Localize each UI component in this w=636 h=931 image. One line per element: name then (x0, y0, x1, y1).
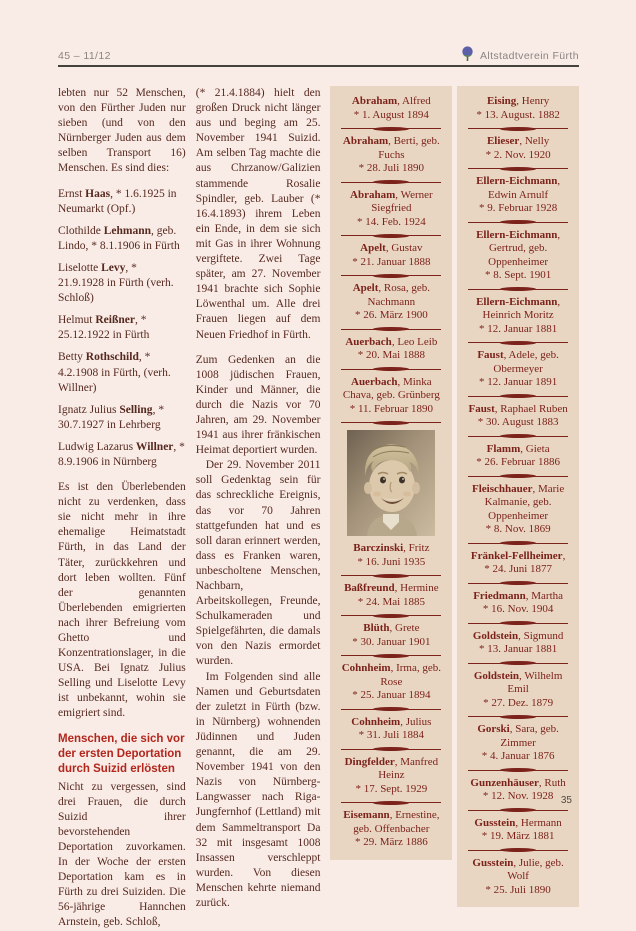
entry-divider (341, 573, 441, 578)
entry-birthdate: * 27. Dez. 1879 (483, 696, 554, 709)
divider-lens (373, 367, 409, 371)
entry-birthdate: * 12. Nov. 1928 (482, 790, 554, 802)
name-entry (463, 550, 573, 577)
name-entry (463, 135, 573, 162)
entry-name: Goldstein, Sigmund (472, 629, 564, 642)
entry-name: Cohnheim, Julius (351, 715, 432, 728)
name-entry (463, 349, 573, 390)
survivor-item: Betty Rothschild, * 4.2.1908 in Fürth, (verh. Willner) (58, 351, 171, 394)
entry-birthdate: * 19. März 1881 (481, 830, 555, 842)
divider-lens (373, 327, 409, 331)
divider-lens (373, 180, 409, 184)
name-entry (336, 542, 446, 569)
entry-birthdate: * 29. März 1886 (354, 836, 428, 848)
entry-name: Abraham, Alfred (351, 95, 431, 107)
entry-birthdate: * 1. August 1894 (353, 108, 429, 121)
entry-birthdate: * 24. Juni 1877 (484, 563, 553, 575)
name-entry (336, 242, 446, 269)
page-content (58, 86, 579, 931)
tree-icon (461, 46, 474, 62)
entry-name: Elieser, Nelly (486, 135, 550, 147)
entry-name: Gorski, Sara, geb. Zimmer (477, 723, 559, 749)
entry-birthdate: * 30. August 1883 (477, 416, 559, 428)
column2-paragraph: Im Folgenden sind alle Namen und Geburtsdaten der zuletzt in Fürth (bzw. in Nürnberg) wohnenden Jüdinnen und Juden genannt, die am 29. November 1941 von den Nazis von Nürnberg-Langwasser nach Riga-Jungfernhof (Lettland) mit dem Sammeltransport Da 32 mit insgesamt 1008 Insassen verschleppt wurden. Von diesen Menschen kehrte niemand zurück. (195, 670, 321, 909)
entry-divider (468, 621, 568, 626)
name-entry (336, 716, 446, 743)
entry-divider (468, 768, 568, 773)
entry-divider (468, 287, 568, 292)
name-entry (336, 376, 446, 417)
entry-name: Fleischhauer, Marie Kalmanie, geb. Oppenheimer (471, 482, 565, 522)
divider-lens (500, 220, 536, 224)
divider-lens (373, 127, 409, 131)
name-entry (463, 670, 573, 711)
divider-lens (373, 614, 409, 618)
entry-divider (468, 166, 568, 171)
name-entry (336, 622, 446, 649)
entry-divider (468, 340, 568, 345)
survivor-item: Ernst Haas, * 1.6.1925 in Neumarkt (Opf.) (58, 187, 177, 215)
entry-name: Goldstein, Wilhelm Emil (473, 669, 563, 695)
entry-divider (468, 581, 568, 586)
entry-birthdate: * 25. Januar 1894 (352, 689, 431, 701)
divider-lens (500, 287, 536, 291)
entry-birthdate: * 31. Juli 1884 (358, 729, 425, 741)
divider-lens (500, 715, 536, 719)
name-entry (463, 296, 573, 337)
entry-birthdate: * 12. Januar 1891 (479, 376, 558, 388)
name-entry (463, 403, 573, 430)
entry-birthdate: * 28. Juli 1890 (358, 162, 425, 174)
name-entry (463, 229, 573, 283)
entry-divider (341, 707, 441, 712)
entry-divider (468, 474, 568, 479)
intro-paragraph: lebten nur 52 Menschen, von den Fürther Juden nur sieben (und von den Nürnberger Juden aus dem selben Transport 16) Menschen. Es sind dies: (58, 87, 186, 175)
entry-birthdate: * 30. Januar 1901 (352, 635, 431, 648)
entry-name: Gunzenhäuser, Ruth (470, 776, 566, 789)
entry-name: Ellern-Eichmann, Gertrud, geb. Oppenheimer (476, 228, 561, 268)
entry-divider (341, 613, 441, 618)
divider-lens (500, 768, 536, 772)
entry-divider (468, 220, 568, 225)
survivor-item: Helmut Reißner, * 25.12.1922 in Fürth (58, 314, 150, 342)
brand-label: Altstadtverein Fürth (479, 50, 579, 62)
column2-paragraph: (* 21.4.1884) hielt den großen Druck nicht länger aus und beging am 25. November 1941 Suizid. Am selben Tag machte die aus Chrzanow/Galizien stammende Rosalie Spindler, geb. Lauber (* 16.4.1893) ihrem Leben ein Ende, in dem sie sich mit Gas in ihrer Wohnung vergiftete. Zwei Tage später, am 27. November 1941 brachte sich Sophie Löwenthal um. Alle drei Frauen liegen auf dem Neuen Friedhof in Fürth. (195, 87, 321, 341)
divider-lens (500, 621, 536, 625)
page-header (58, 46, 579, 67)
portrait-photo (347, 430, 435, 536)
entry-divider (341, 367, 441, 372)
entry-divider (468, 661, 568, 666)
entry-birthdate: * 17. Sept. 1929 (355, 782, 428, 795)
entry-birthdate: * 8. Nov. 1869 (485, 523, 551, 535)
entry-birthdate: * 26. Februar 1886 (476, 456, 560, 468)
name-entry (463, 95, 573, 122)
entry-name: Abraham, Werner Siegfried (350, 188, 433, 214)
entry-birthdate: * 13. August. 1882 (476, 108, 560, 121)
name-entry (463, 723, 573, 764)
entry-divider (468, 714, 568, 719)
entry-birthdate: * 16. Juni 1935 (357, 555, 426, 568)
entry-birthdate: * 16. Nov. 1904 (482, 603, 554, 615)
entry-birthdate: * 14. Feb. 1924 (356, 215, 426, 228)
entry-birthdate: * 13. Januar 1881 (479, 643, 558, 655)
entry-name: Abraham, Berti, geb. Fuchs (342, 135, 440, 161)
entry-birthdate: * 25. Juli 1890 (485, 883, 551, 896)
entry-name: Gusstein, Hermann (474, 816, 562, 829)
divider-lens (373, 801, 409, 805)
divider-lens (373, 707, 409, 711)
divider-lens (500, 167, 536, 171)
divider-lens (373, 654, 409, 658)
name-entry (336, 135, 446, 176)
name-entry (463, 777, 573, 804)
name-entry (336, 756, 446, 797)
survivor-item: Ignatz Julius Selling, * 30.7.1927 in Lehrberg (58, 403, 165, 431)
text-column-2 (196, 86, 321, 911)
divider-lens (500, 394, 536, 398)
entry-name: Blüth, Grete (363, 622, 420, 634)
name-entry (463, 443, 573, 470)
survivor-item: Liselotte Levy, * 21.9.1928 in Fürth (verh. Schloß) (58, 261, 174, 305)
page-number: 35 (560, 795, 572, 806)
suicide-paragraph: Nicht zu vergessen, sind drei Frauen, die durch Suizid ihrer bevorstehenden Deportation zuvorkamen. In der Woche der ersten Deportation kam es in Fürth zu drei Suiziden. Die 56-jährige Hannchen Arnstein, geb. Schloß, (58, 780, 186, 929)
entry-birthdate: * 20. Mai 1888 (357, 349, 425, 361)
name-entry (463, 817, 573, 844)
entry-divider (341, 327, 441, 332)
entry-birthdate: * 2. Nov. 1920 (485, 148, 551, 161)
entry-divider (468, 808, 568, 813)
entry-divider (468, 848, 568, 853)
entry-name: Friedmann, Martha (473, 589, 564, 602)
entry-name: Barczinski, Fritz (353, 542, 430, 554)
entry-birthdate: * 4. Januar 1876 (481, 750, 555, 762)
entry-name: Faust, Adele, geb. Obermeyer (477, 349, 559, 375)
entry-birthdate: * 21. Januar 1888 (352, 255, 431, 268)
entry-name: Cohnheim, Irma, geb. Rose (341, 662, 441, 688)
name-entry (463, 630, 573, 657)
entry-divider (341, 420, 441, 425)
divider-lens (500, 474, 536, 478)
emigration-paragraph: Es ist den Überlebenden nicht zu verdenken, dass sie nicht mehr in ihre ehemalige Heimatstadt Fürth, in das Land der Täter, zurückkehren und dort leben wollten. Fünf der genannten Überlebenden emigrierten nach ihrer Befreiung vom Ghetto und Konzentrationslager, in die USA. Bei Ignatz Julius Selling und Liselotte Levy ist unbekannt, wohin sie emigriert sind. (58, 481, 186, 720)
name-entry (336, 95, 446, 122)
entry-name: Flamm, Gieta (486, 442, 550, 455)
entry-name: Gusstein, Julie, geb. Wolf (472, 856, 564, 882)
name-entry (336, 336, 446, 363)
divider-lens (500, 127, 536, 131)
divider-lens (500, 341, 536, 345)
divider-lens (500, 541, 536, 545)
name-entry (463, 175, 573, 216)
entry-name: Ellern-Eichmann, Edwin Arnulf (476, 175, 561, 201)
text-column-1 (58, 86, 186, 931)
divider-lens (373, 421, 409, 425)
divider-lens (373, 747, 409, 751)
survivor-item: Ludwig Lazarus Willner, * 8.9.1906 in Nürnberg (58, 440, 185, 468)
entry-name: Dingfelder, Manfred Heinz (344, 755, 439, 781)
divider-lens (500, 581, 536, 585)
name-entry (463, 590, 573, 617)
entry-name: Eising, Henry (486, 95, 550, 107)
entry-birthdate: * 12. Januar 1881 (479, 322, 558, 335)
entry-name: Auerbach, Leo Leib (345, 335, 438, 348)
divider-lens (500, 808, 536, 812)
entry-name: Apelt, Gustav (360, 242, 423, 254)
entry-birthdate: * 11. Februar 1890 (349, 402, 433, 415)
entry-birthdate: * 26. März 1900 (354, 309, 428, 321)
name-entry (336, 662, 446, 703)
entry-name: Auerbach, Minka Chava, geb. Grünberg (342, 375, 440, 401)
entry-name: Ellern-Eichmann, Heinrich Moritz (476, 295, 561, 321)
divider-lens (500, 848, 536, 852)
divider-lens (500, 661, 536, 665)
name-entry (336, 189, 446, 230)
survivor-item: Clothilde Lehmann, geb. Lindo, * 8.1.1906 in Fürth (58, 224, 180, 252)
survivors-list (58, 187, 186, 471)
entry-divider (468, 126, 568, 131)
names-box-b (457, 86, 579, 907)
divider-lens (500, 434, 536, 438)
column2-paragraph: Der 29. November 2011 soll Gedenktag sein für das schreckliche Ereignis, das vor 70 Jahren stattgefunden hat und es soll daran erinnert werden, dass es Franken waren, unbescholtene Menschen, Nachbarn, Arbeitskollegen, Freunde, Schulkameraden und Spielgefährten, die damals von den Nazis ermordet wurden. (195, 459, 321, 668)
entry-divider (341, 747, 441, 752)
entry-divider (341, 233, 441, 238)
name-entry (336, 582, 446, 609)
column2-paragraph: Zum Gedenken an die 1008 jüdischen Frauen, Kinder und Männer, die durch die Nazis vor 70 Jahren, am 29. November 1941 aus ihrer fränkischen Heimat deportiert wurden. (195, 353, 321, 457)
entry-name: Fränkel-Fellheimer, (470, 549, 566, 562)
entry-divider (341, 273, 441, 278)
entry-divider (341, 653, 441, 658)
entry-divider (341, 180, 441, 185)
entry-name: Apelt, Rosa, geb. Nachmann (352, 282, 430, 308)
suicide-heading: Menschen, die sich vor der ersten Deportation durch Suizid erlösten (58, 732, 185, 775)
divider-lens (373, 574, 409, 578)
entry-divider (341, 126, 441, 131)
entry-name: Baßfreund, Hermine (344, 582, 439, 594)
entry-birthdate: * 8. Sept. 1901 (484, 269, 552, 281)
divider-lens (373, 274, 409, 278)
entry-divider (341, 800, 441, 805)
name-entry (463, 483, 573, 537)
entry-name: Faust, Raphael Ruben (468, 402, 568, 415)
entry-name: Eisemann, Ernestine, geb. Offenbacher (343, 809, 440, 835)
name-entry (336, 809, 446, 850)
divider-lens (373, 234, 409, 238)
names-box-a (330, 86, 452, 860)
name-entry (463, 857, 573, 898)
brand (461, 46, 579, 62)
issue-label: 45 – 11/12 (58, 50, 111, 62)
entry-divider (468, 541, 568, 546)
entry-divider (468, 434, 568, 439)
entry-birthdate: * 9. Februar 1928 (479, 202, 558, 214)
entry-birthdate: * 24. Mai 1885 (357, 595, 425, 608)
entry-divider (468, 394, 568, 399)
name-entry (336, 282, 446, 323)
